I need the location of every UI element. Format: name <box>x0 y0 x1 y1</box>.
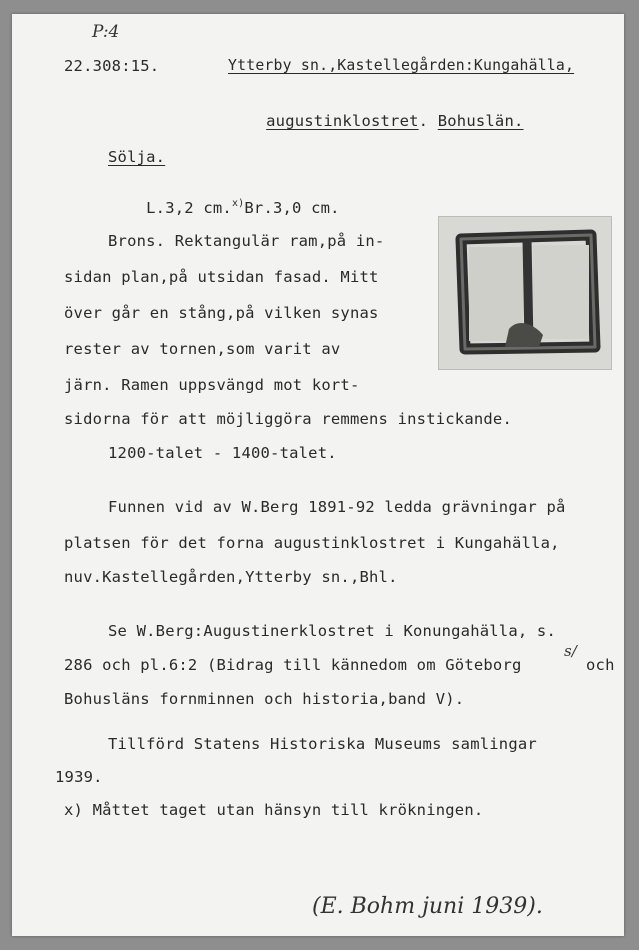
corner-mark: P:4 <box>92 22 120 42</box>
location-province: Bohuslän. <box>437 112 524 130</box>
description-line: sidorna för att möjliggöra remmens instickande. <box>64 410 512 428</box>
signature: (E. Bohm juni 1939). <box>312 894 543 919</box>
reference-line: Se W.Berg:Augustinerklostret i Konungahälla, s. <box>108 622 556 640</box>
reference-line: 286 och pl.6:2 (Bidrag till kännedom om Göteborg <box>64 656 522 674</box>
location-monastery: augustinklostret <box>266 112 419 130</box>
measure-width: Br.3,0 cm. <box>244 199 340 217</box>
description-line: rester av tornen,som varit av <box>64 340 341 358</box>
catalog-number: 22.308:15. <box>64 57 160 75</box>
measurements <box>108 174 340 238</box>
location-line-1: Ytterby sn.,Kastellegården:Kungahälla, <box>228 57 575 74</box>
object-name: Sölja. <box>108 148 166 166</box>
reference-insert: s/ <box>564 642 577 660</box>
description-line: Brons. Rektangulär ram,på in- <box>108 232 385 250</box>
description-line: sidan plan,på utsidan fasad. Mitt <box>64 268 379 286</box>
description-line: järn. Ramen uppsvängd mot kort- <box>64 376 360 394</box>
buckle-photo <box>438 216 612 370</box>
dating: 1200-talet - 1400-talet. <box>108 444 337 462</box>
find-info-line: platsen för det forna augustinklostret i Kungahälla, <box>64 534 560 552</box>
find-info-line: nuv.Kastellegården,Ytterby sn.,Bhl. <box>64 568 398 586</box>
acquisition-line-2: 1939. <box>55 768 103 786</box>
measure-footnote-ref: x) <box>231 198 245 209</box>
description-line: över går en stång,på vilken synas <box>64 304 379 322</box>
acquisition-line-1: Tillförd Statens Historiska Museums samlingar <box>108 735 537 753</box>
catalog-card <box>12 14 624 936</box>
buckle-image <box>439 217 611 369</box>
measure-length: L.3,2 cm. <box>146 199 232 217</box>
footnote: x) Måttet taget utan hänsyn till krökningen. <box>64 801 484 819</box>
location-separator: . <box>418 112 438 130</box>
find-info-line: Funnen vid av W.Berg 1891-92 ledda grävningar på <box>108 498 566 516</box>
location-line-2 <box>228 91 524 151</box>
reference-line-2-end: och <box>586 656 615 674</box>
reference-line: Bohusläns fornminnen och historia,band V). <box>64 690 465 708</box>
